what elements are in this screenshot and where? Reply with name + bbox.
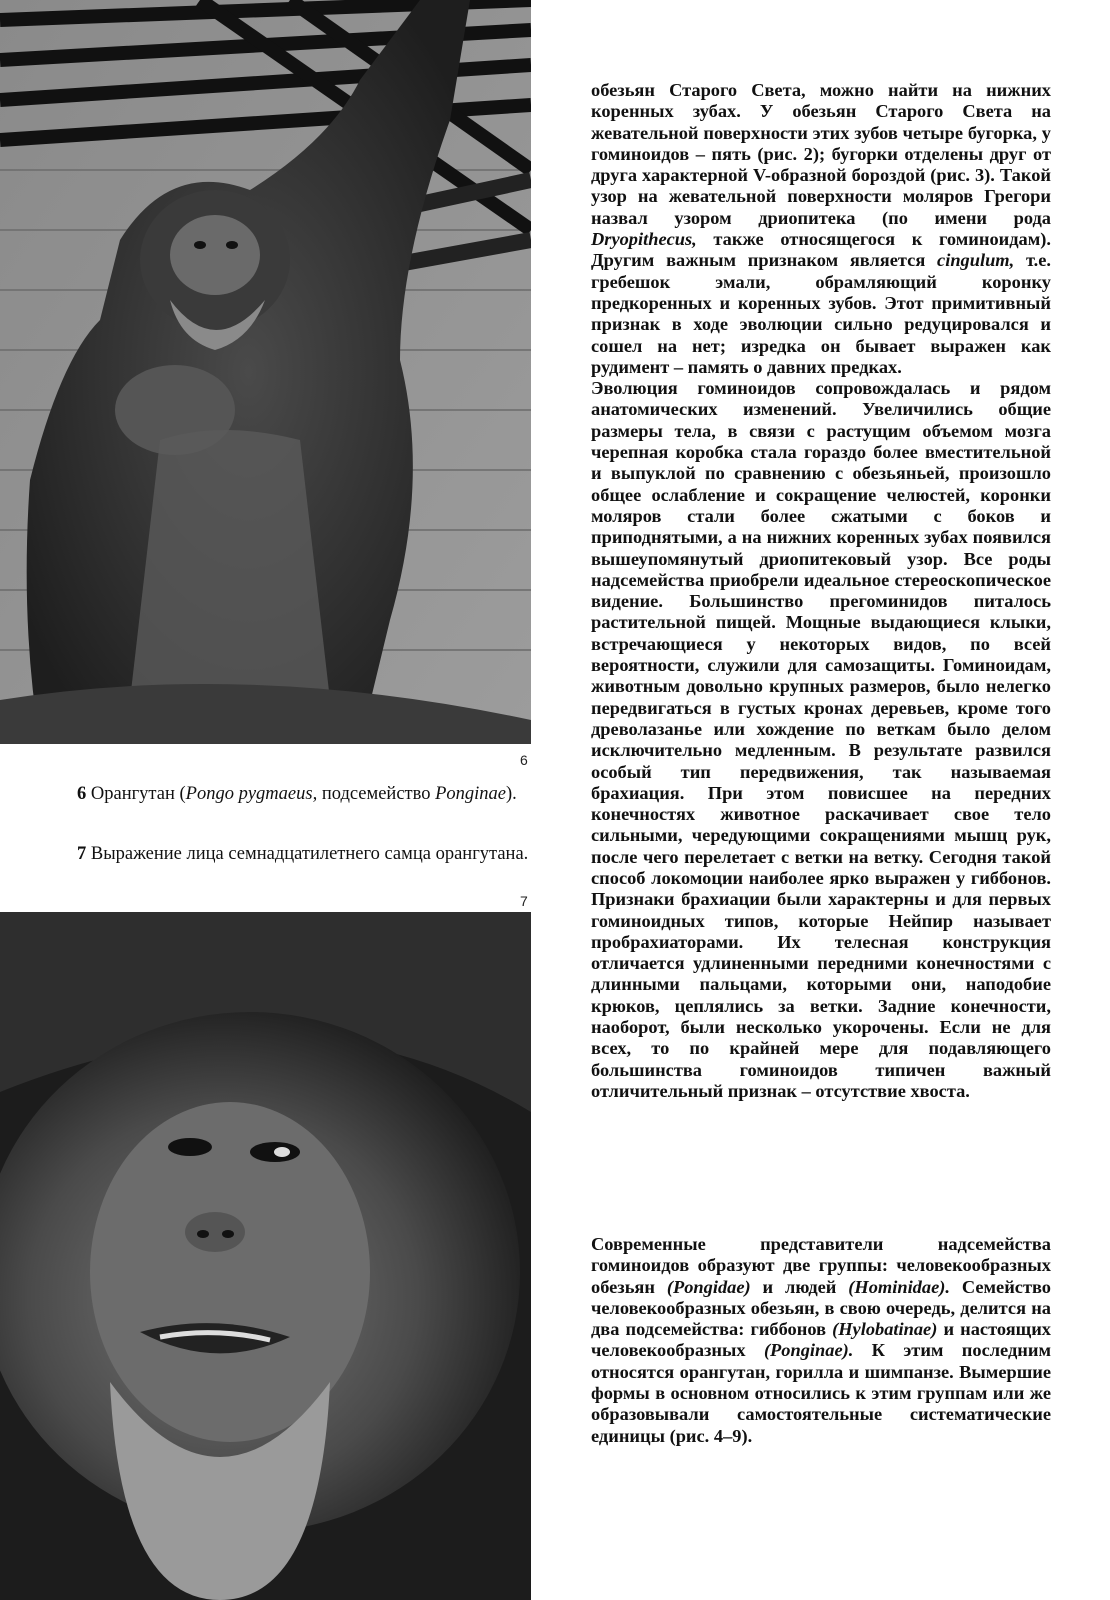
figure-6-number: 6	[520, 752, 528, 768]
figure-6-caption-text: Орангутан (Pongo pygmaeus, подсемейство Ponginae).	[86, 784, 517, 804]
figure-6-caption-lead: 6	[77, 784, 87, 804]
paragraph: Современные представители надсемейства гоминоидов образуют две группы: человекообразных обезьян (Pongidae) и людей (Hominidae). Семейство человекообразных обезьян, в свою очередь, делится на два подсемейства: гиббонов (Hylobatinae) и настоящих человекообразных (Ponginae). К этим последним относятся орангутан, горилла и шимпанзе. Вымершие формы в основном относились к этим группам или же образовывали самостоятельные систематические единицы (рис. 4–9).	[591, 1234, 1052, 1446]
body-text-column-bottom	[591, 1234, 1051, 1447]
figure-7-caption-text: Выражение лица семнадцатилетнего самца орангутана.	[86, 844, 529, 864]
orangutan-face-illustration	[0, 912, 531, 1600]
orangutan-in-cage-illustration	[0, 0, 531, 744]
orangutan-in-cage-photo	[0, 0, 531, 744]
figure-7-caption-lead: 7	[77, 844, 87, 864]
paragraph: обезьян Старого Света, можно найти на нижних коренных зубах. У обезьян Старого Света на жевательной поверхности этих зубов четыре бугорка, у гоминоидов – пять (рис. 2); бугорки отделены друг от друга характерной V-образной бороздой (рис. 3). Такой узор на жевательной поверхности моляров Грегори назвал узором дриопитека (по имени рода Dryopithecus, также относящегося к гоминоидам). Другим важным признаком является cingulum, т.е. гребешок эмали, обрамляющий коронку предкоренных и коренных зубов. Этот примитивный признак в ходе эволюции сильно редуцировался и сошел на нет; изредка он бывает выражен как рудимент – память о давних предках.	[591, 80, 1051, 377]
figure-7-number: 7	[520, 893, 528, 909]
paragraph: Эволюция гоминоидов сопровождалась и рядом анатомических изменений. Увеличились общие размеры тела, в связи с растущим объемом мозга черепная коробка стала гораздо более вместительной и выпуклой по сравнению с обезьяньей, произошло общее ослабление и сокращение челюстей, коронки моляров стали более сжатыми с боков и приподнятыми, а на нижних коренных зубах появился вышеупомянутый дриопитековый узор. Все роды надсемейства приобрели идеальное стереоскопическое видение. Большинство прегоминидов питалось растительной пищей. Мощные выдающиеся клыки, встречающиеся у некоторых видов, по всей вероятности, служили для самозащиты. Гоминоидам, животным довольно крупных размеров, было нелегко передвигаться в густых кронах деревьев, кроме того древолазанье или хождение по веткам было делом исключительно медленным. В результате развился особый тип передвижения, так называемая брахиация. При этом повисшее на передних конечностях животное раскачивает свое тело сильными, чередующими сокращениями мышц рук, после чего перелетает с ветки на ветку. Сегодня такой способ локомоции наиболее ярко выражен у гиббонов. Признаки брахиации были характерны и для первых гоминоидных типов, которые Нейпир называет пробрахиаторами. Их телесная конструкция отличается удлиненными передними конечностями с длинными пальцами, которыми они, наподобие крюков, цеплялись за ветки. Задние конечности, наоборот, были несколько укорочены. Если не для всех, то по крайней мере для подавляющего большинства гоминоидов типичен важный отличительный признак – отсутствие хвоста.	[591, 378, 1051, 1101]
figure-7-caption	[77, 842, 535, 867]
orangutan-face-photo	[0, 912, 531, 1600]
figure-6-caption	[77, 782, 535, 807]
body-text-column-top	[591, 80, 1051, 1102]
